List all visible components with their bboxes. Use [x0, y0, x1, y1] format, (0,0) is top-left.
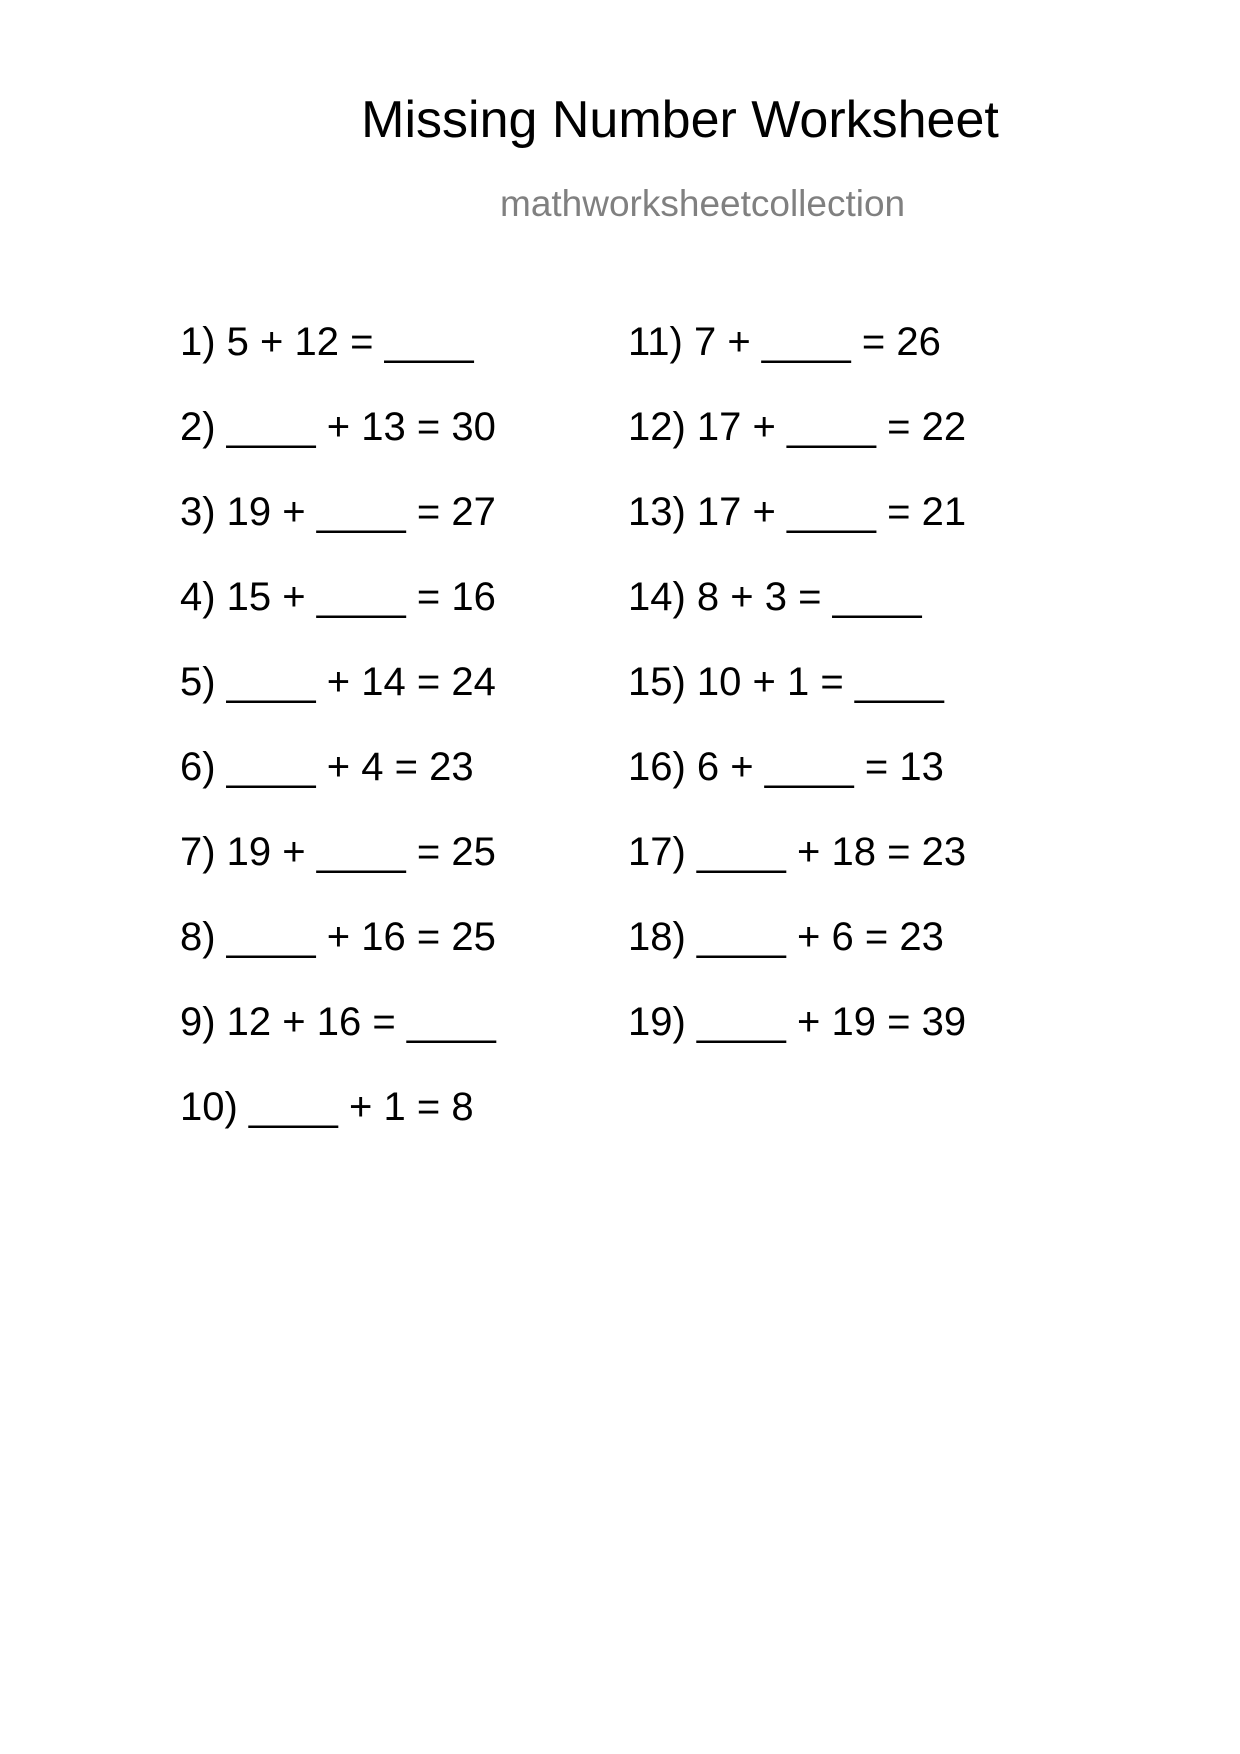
problem-9: 9) 12 + 16 = ____	[180, 1000, 496, 1044]
problem-17: 17) ____ + 18 = 23	[628, 830, 967, 874]
problem-16: 16) 6 + ____ = 13	[628, 745, 944, 789]
problem-1: 1) 5 + 12 = ____	[180, 320, 474, 364]
problem-2: 2) ____ + 13 = 30	[180, 405, 496, 449]
problem-4: 4) 15 + ____ = 16	[180, 575, 496, 619]
problem-12: 12) 17 + ____ = 22	[628, 405, 967, 449]
problem-7: 7) 19 + ____ = 25	[180, 830, 496, 874]
problem-18: 18) ____ + 6 = 23	[628, 915, 944, 959]
problem-3: 3) 19 + ____ = 27	[180, 490, 496, 534]
problem-11: 11) 7 + ____ = 26	[628, 320, 941, 364]
problem-13: 13) 17 + ____ = 21	[628, 490, 967, 534]
problem-14: 14) 8 + 3 = ____	[628, 575, 922, 619]
problem-10: 10) ____ + 1 = 8	[180, 1085, 474, 1129]
page-subtitle: mathworksheetcollection	[500, 183, 906, 224]
problem-5: 5) ____ + 14 = 24	[180, 660, 496, 704]
page-title: Missing Number Worksheet	[361, 91, 999, 149]
problem-15: 15) 10 + 1 = ____	[628, 660, 944, 704]
problem-6: 6) ____ + 4 = 23	[180, 745, 474, 789]
problem-19: 19) ____ + 19 = 39	[628, 1000, 967, 1044]
problems-right-column	[628, 318, 966, 1083]
problem-8: 8) ____ + 16 = 25	[180, 915, 496, 959]
problems-left-column	[180, 318, 496, 1168]
